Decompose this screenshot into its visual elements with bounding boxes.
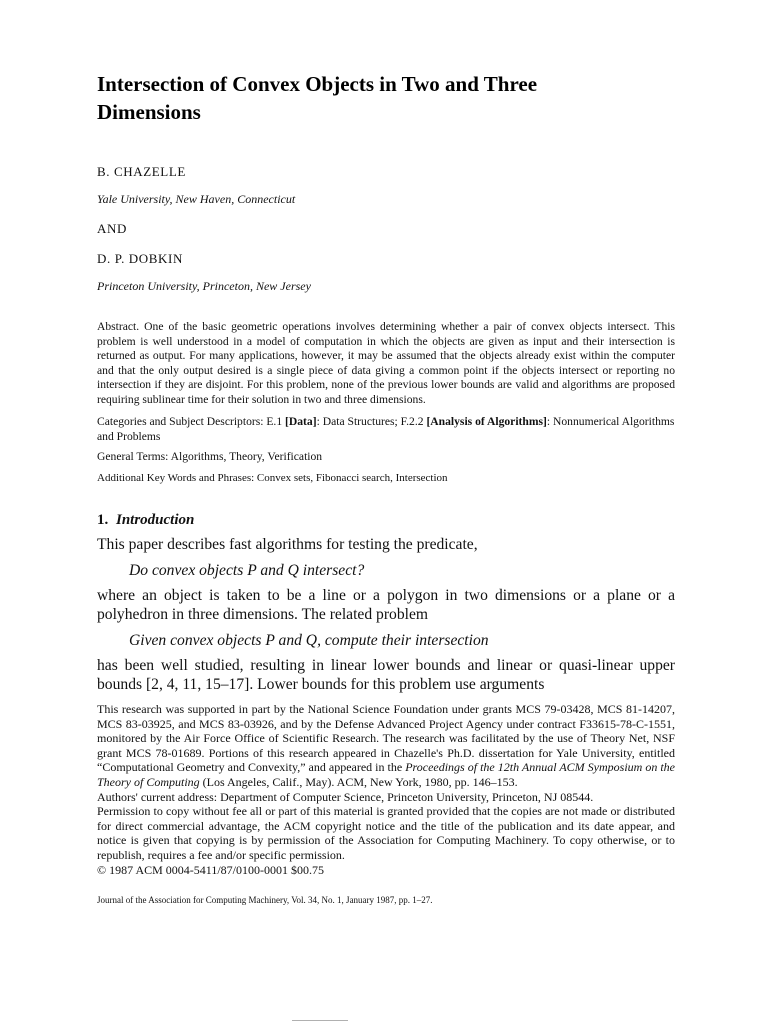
categories-suffix: : Nonnumerical Algorithms and Problems xyxy=(97,415,675,443)
footnote-support-a: This research was supported in part by the National Science Foundation under grants MCS 79-03428, MCS 81-14207, MCS 83-03925, and MCS 83-03926, and by the Defense Advanced Project Agency under contract F33615-78-C-1551, monitored by the Air Force Office of Scientific Research. The research was facilitated by the use of Theory Net, NSF grant MCS 78-01689. Portions of this research appeared in Chazelle's Ph.D. dissertation for Yale University, entitled “Computational Geometry and Convexity,” and appeared in the xyxy=(97,702,675,775)
affiliation-princeton: Princeton University, Princeton, New Jersey xyxy=(97,279,311,293)
footnote-support-italic: Proceedings of the 12th Annual ACM Symposium on the Theory of Computing xyxy=(97,760,675,789)
paper-title xyxy=(97,70,675,126)
footnote-support-b: (Los Angeles, Calif., May). ACM, New York, 1980, pp. 146–153. xyxy=(199,774,518,789)
author-dobkin: D. P. DOBKIN xyxy=(97,251,183,266)
title-line-1: Intersection of Convex Objects in Two and Three xyxy=(97,72,538,96)
general-terms: General Terms: Algorithms, Theory, Verification xyxy=(97,450,323,463)
intro-quote-1: Do convex objects P and Q intersect? xyxy=(129,562,365,579)
categories-mid: : Data Structures; F.2.2 xyxy=(316,415,427,428)
section-heading-introduction xyxy=(97,512,675,529)
affiliation-yale: Yale University, New Haven, Connecticut xyxy=(97,192,296,206)
footnote-copyright: © 1987 ACM 0004-5411/87/0100-0001 $00.75 xyxy=(97,862,325,877)
categories-analysis-label: [Analysis of Algorithms] xyxy=(426,415,547,428)
abstract: Abstract. One of the basic geometric operations involves determining whether a pair of convex objects intersect. This problem is well understood in a model of computation in which the objects are given as input and their intersection is returned as output. For many applications, however, it may be assumed that the objects already exist within the computer and that the only output desired is a single piece of data giving a common point if the objects intersect or reporting no intersection if they are disjoint. For this problem, none of the previous lower bounds are valid and algorithms are proposed requiring sublinear time for their solution in two and three dimensions. xyxy=(97,320,675,406)
author-chazelle: B. CHAZELLE xyxy=(97,164,186,179)
section-number: 1. xyxy=(97,512,109,528)
footnote-permission: Permission to copy without fee all or part of this material is granted provided that the copies are not made or distributed for direct commercial advantage, the ACM copyright notice and the title of the publication and its date appear, and notice is given that copying is by permission of the Association for Computing Machinery. To copy otherwise, or to republish, requires a fee and/or specific permission. xyxy=(97,804,675,862)
categories-data-label: [Data] xyxy=(285,415,317,428)
intro-quote-2: Given convex objects P and Q, compute their intersection xyxy=(129,632,489,649)
section-title: Introduction xyxy=(116,512,195,528)
author-separator: AND xyxy=(97,221,127,236)
categories-descriptors xyxy=(97,415,675,444)
keywords: Additional Key Words and Phrases: Convex sets, Fibonacci search, Intersection xyxy=(97,471,448,484)
categories-prefix: Categories and Subject Descriptors: E.1 xyxy=(97,415,286,428)
intro-paragraph-2: where an object is taken to be a line or a polygon in two dimensions or a plane or a polyhedron in three dimensions. The related problem xyxy=(97,587,675,623)
title-line-2: Dimensions xyxy=(97,100,201,124)
paper-page xyxy=(97,70,675,905)
intro-paragraph-3: has been well studied, resulting in linear lower bounds and linear or quasi-linear upper bounds [2, 4, 11, 15–17]. Lower bounds for this problem use arguments xyxy=(97,657,675,693)
footnote-support xyxy=(97,702,675,790)
intro-paragraph-1: This paper describes fast algorithms for testing the predicate, xyxy=(97,536,478,553)
journal-citation: Journal of the Association for Computing Machinery, Vol. 34, No. 1, January 1987, pp. 1–27. xyxy=(97,895,433,906)
footnote-block xyxy=(97,702,675,877)
scan-mark xyxy=(292,1020,348,1021)
footnote-address: Authors' current address: Department of Computer Science, Princeton University, Princeton, NJ 08544. xyxy=(97,789,594,804)
